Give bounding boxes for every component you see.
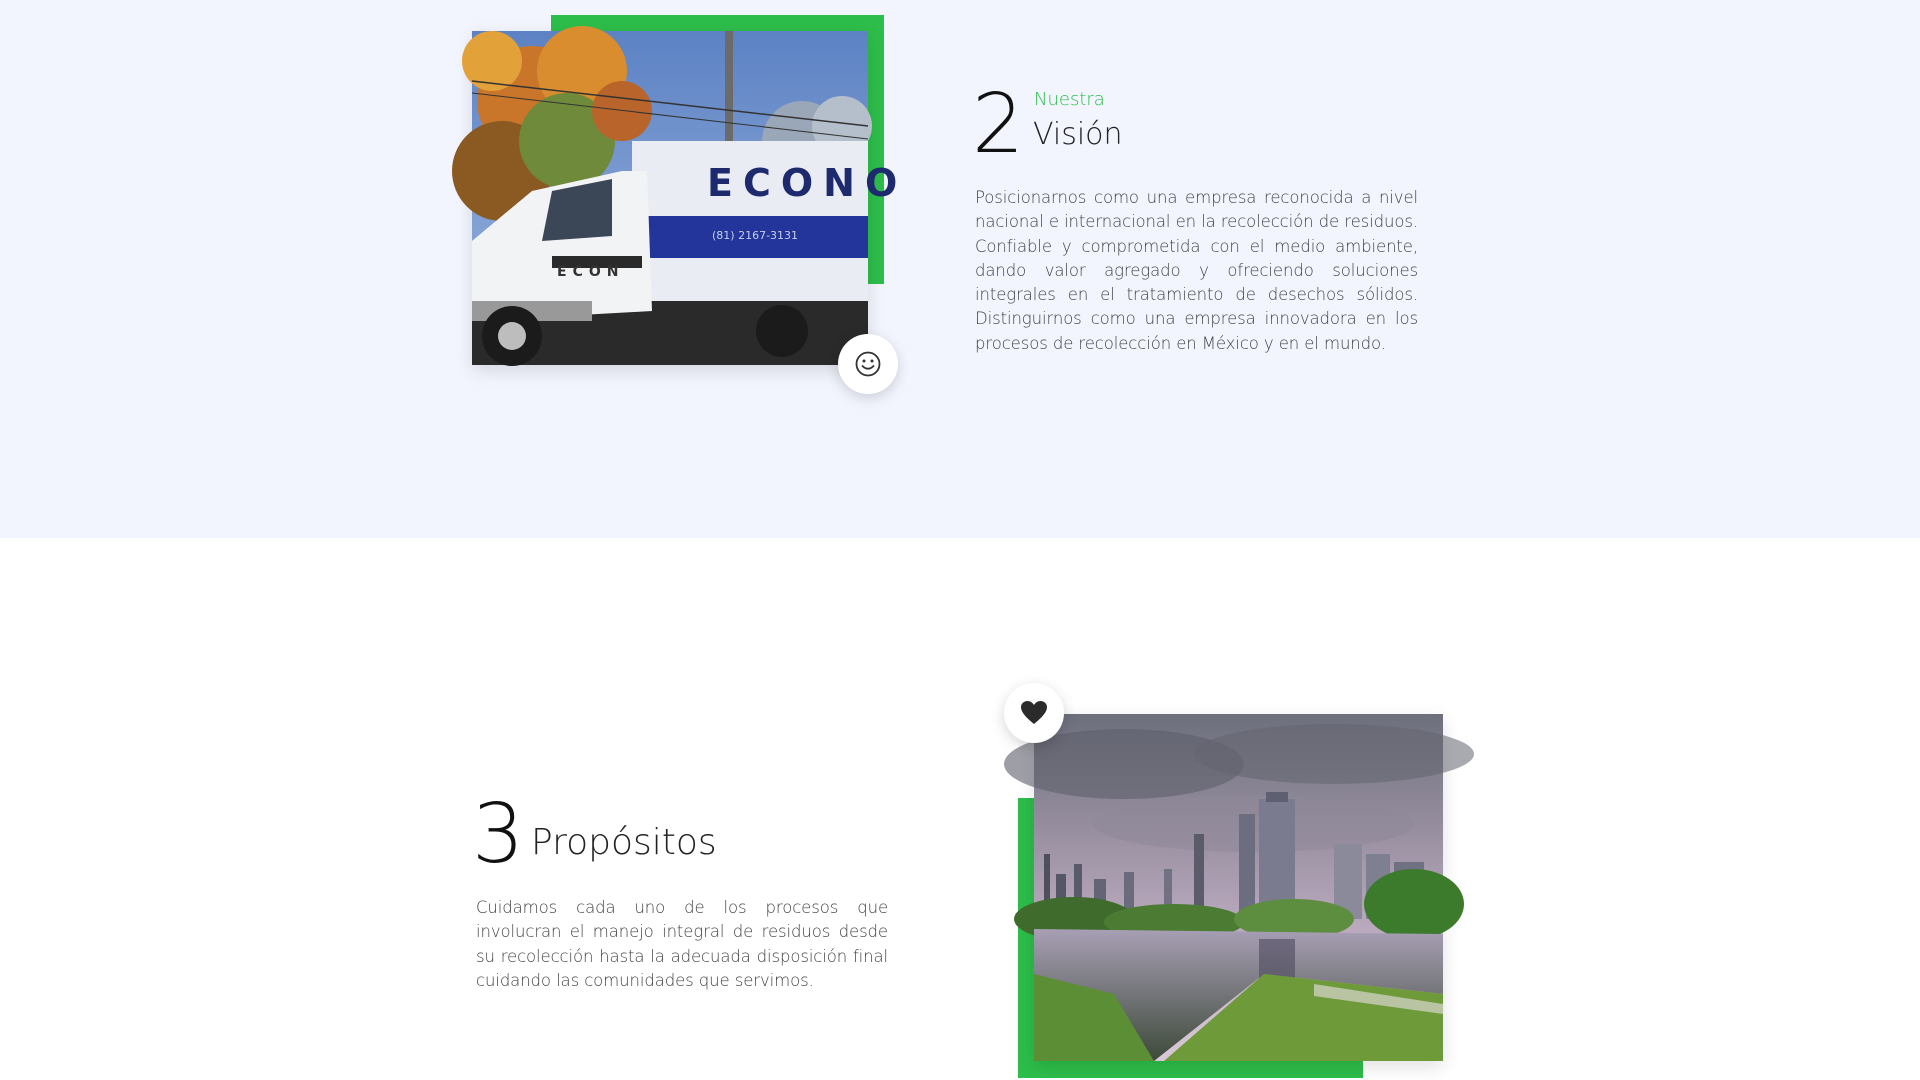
- vision-kicker: Nuestra: [1034, 89, 1105, 110]
- smiley-icon: [854, 350, 882, 378]
- purpose-section: [0, 538, 1920, 1080]
- purpose-title: Propósitos: [531, 822, 717, 863]
- vision-badge: [838, 334, 898, 394]
- truck-phone-text: (81) 2167-3131: [712, 229, 799, 242]
- vision-section-number: 2: [972, 77, 1025, 172]
- heart-icon: [1020, 700, 1048, 726]
- purpose-section-number: 3: [472, 787, 525, 882]
- truck-photo: [472, 31, 908, 365]
- svg-text:ECON: ECON: [557, 264, 625, 280]
- vision-description: Posicionarnos como una empresa reconocida a nivel nacional e internacional en la recolección de residuos. Confiable y comprometida con el medio ambiente, dando valor agregado y ofreciendo soluciones integrales en el tratamiento de desechos sólidos. Distinguirnos como una empresa innovadora en los procesos de recolección en México y en el mundo.: [975, 188, 1418, 353]
- city-park-illustration: [1034, 714, 1443, 1061]
- vision-title: Visión: [1033, 117, 1123, 152]
- city-park-photo: [1034, 714, 1443, 1061]
- vision-section: [0, 0, 1920, 538]
- truck-brand-text: ECONO: [707, 161, 908, 205]
- purpose-badge: [1004, 683, 1064, 743]
- purpose-description: Cuidamos cada uno de los procesos que involucran el manejo integral de residuos desde su recolección hasta la adecuada disposición final cuidando las comunidades que servimos.: [476, 898, 888, 990]
- truck-photo-illustration: [472, 31, 908, 365]
